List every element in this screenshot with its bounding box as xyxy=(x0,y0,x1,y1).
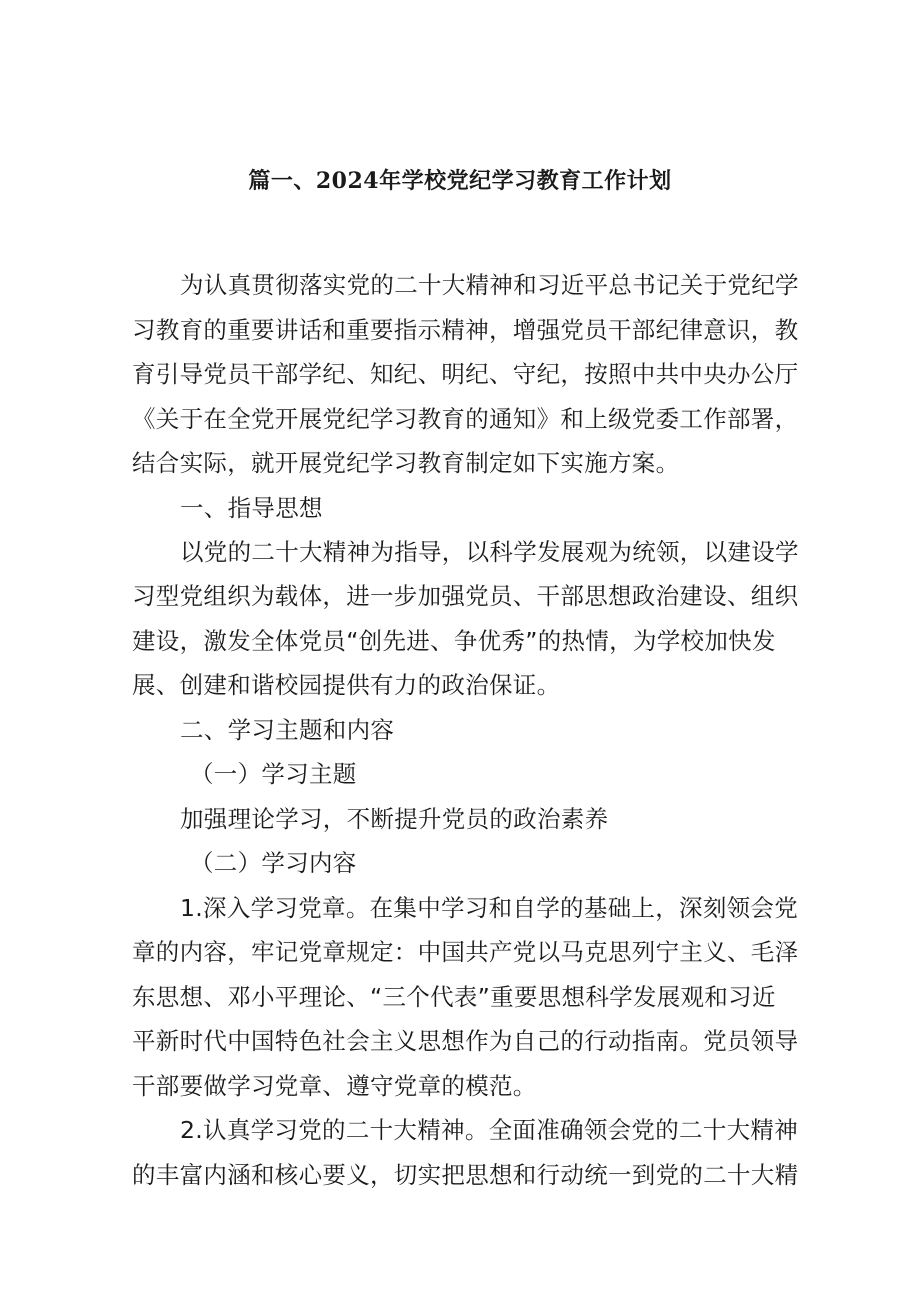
section-heading: 二、学习主题和内容 xyxy=(180,716,395,744)
paragraph-line: 的丰富内涵和核心要义，切实把思想和行动统一到党的二十大精 xyxy=(132,1161,799,1189)
paragraph-line: 1.深入学习党章。在集中学习和自学的基础上，深刻领会党 xyxy=(180,894,799,922)
paragraph-line: 展、创建和谐校园提供有力的政治保证。 xyxy=(132,671,561,699)
subsection-heading: （一）学习主题 xyxy=(190,760,357,788)
paragraph-line: 东思想、邓小平理论、“三个代表”重要思想科学发展观和习近 xyxy=(132,983,776,1011)
paragraph-line: 习型党组织为载体，进一步加强党员、干部思想政治建设、组织 xyxy=(132,582,799,610)
paragraph-line: 《关于在全党开展党纪学习教育的通知》和上级党委工作部署， xyxy=(132,405,799,433)
paragraph-line: 以党的二十大精神为指导，以科学发展观为统领，以建设学 xyxy=(180,538,799,566)
paragraph-line: 结合实际，就开展党纪学习教育制定如下实施方案。 xyxy=(132,449,680,477)
paragraph-line: 习教育的重要讲话和重要指示精神，增强党员干部纪律意识，教 xyxy=(132,316,799,344)
paragraph-line: 2.认真学习党的二十大精神。全面准确领会党的二十大精神 xyxy=(180,1116,799,1144)
section-heading: 一、指导思想 xyxy=(180,494,323,522)
document-title: 篇一、2024年学校党纪学习教育工作计划 xyxy=(248,168,672,194)
paragraph-line: 加强理论学习，不断提升党员的政治素养 xyxy=(180,805,609,833)
paragraph-line: 平新时代中国特色社会主义思想作为自己的行动指南。党员领导 xyxy=(132,1027,799,1055)
paragraph-line: 为认真贯彻落实党的二十大精神和习近平总书记关于党纪学 xyxy=(180,271,799,299)
paragraph-line: 建设，激发全体党员“创先进、争优秀”的热情，为学校加快发 xyxy=(132,627,776,655)
paragraph-line: 育引导党员干部学纪、知纪、明纪、守纪，按照中共中央办公厅 xyxy=(132,360,799,388)
paragraph-line: 章的内容，牢记党章规定：中国共产党以马克思列宁主义、毛泽 xyxy=(132,938,799,966)
subsection-heading: （二）学习内容 xyxy=(190,849,357,877)
paragraph-line: 干部要做学习党章、遵守党章的模范。 xyxy=(132,1072,537,1100)
